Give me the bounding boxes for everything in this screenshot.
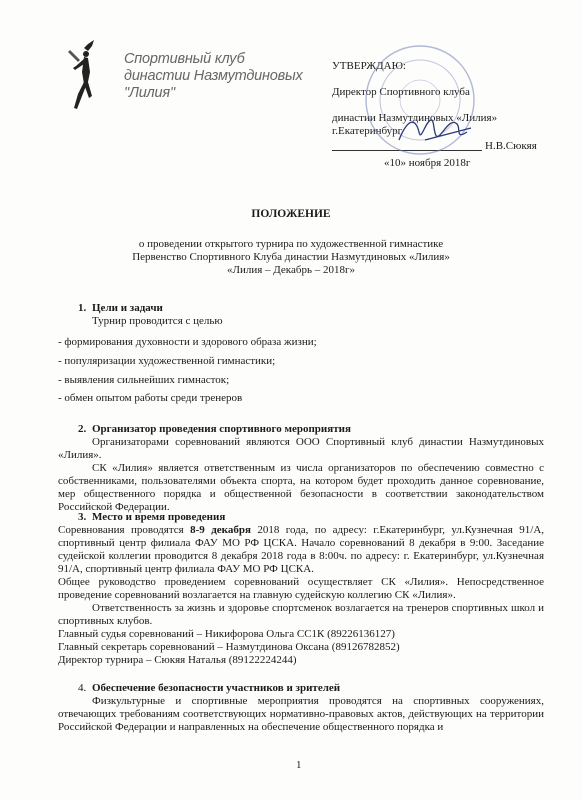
section-2-paragraph-2: СК «Лилия» является ответственным из числа организаторов по обеспечению совместно с собственниками, пользователями объекта спорта, на котором будет проходить данное соревнование, мер общественного порядка и общественной безопасности в соответствии законодательством Российской Федерации. xyxy=(58,462,544,513)
approval-signer: Н.В.Сюкяя xyxy=(485,140,537,152)
logo-line-3: "Лилия" xyxy=(124,85,175,101)
section-1-intro: Турнир проводится с целью xyxy=(92,315,223,327)
section-4-paragraph-1: Физкультурные и спортивные мероприятия проводятся на спортивных сооружениях, отвечающих требованиям соответствующих нормативно-правовых актов, действующих на территории Российской Федерации и направленных на обеспечение общественного порядка и xyxy=(58,695,544,733)
logo-line-1: Спортивный клуб xyxy=(124,51,245,67)
section-2-paragraph-1: Организаторами соревнований являются ООО Спортивный клуб династии Назмутдиновых «Лилия». xyxy=(58,436,544,461)
chief-judge: Главный судья соревнований – Никифорова Ольга СС1К (89226136127) xyxy=(58,628,395,640)
list-item: - выявления сильнейших гимнасток; xyxy=(58,374,230,386)
gymnast-logo-icon xyxy=(62,38,112,118)
section-3-paragraph-2: Общее руководство проведением соревнований осуществляет СК «Лилия». Непосредственное проведение соревнований возлагается на главную судейскую коллегию СК «Лилия». xyxy=(58,576,544,601)
doc-subtitle-2: Первенство Спортивного Клуба династии Назмутдиновых «Лилия» xyxy=(132,251,450,263)
list-item: - обмен опытом работы среди тренеров xyxy=(58,392,243,404)
section-2-heading: Организатор проведения спортивного мероприятия xyxy=(92,423,351,435)
section-3-heading: Место и время проведения xyxy=(92,511,226,523)
section-2-number: 2. xyxy=(78,423,87,435)
logo-line-2: династии Назмутдиновых xyxy=(124,68,303,84)
competition-dates: 8-9 декабря xyxy=(190,524,251,536)
page-number: 1 xyxy=(296,759,302,771)
section-4-number: 4. xyxy=(78,682,87,694)
doc-subtitle-1: о проведении открытого турнира по художественной гимнастике xyxy=(138,238,444,250)
list-item: - формирования духовности и здорового образа жизни; xyxy=(58,336,317,348)
handwritten-signature-icon xyxy=(395,110,475,150)
section-1-heading: Цели и задачи xyxy=(92,302,163,314)
section-1-number: 1. xyxy=(78,302,87,314)
section-3-number: 3. xyxy=(78,511,87,523)
section-3-paragraph-1 xyxy=(58,524,544,576)
tournament-director: Директор турнира – Сюкяя Наталья (89122224244) xyxy=(58,654,297,666)
logo xyxy=(62,38,322,118)
approval-position: Директор Спортивного клуба xyxy=(332,86,470,98)
list-item: - популяризации художественной гимнастики; xyxy=(58,355,276,367)
section-4-heading: Обеспечение безопасности участников и зрителей xyxy=(92,682,341,694)
approval-club: династии Назмутдиновых «Лилия» xyxy=(332,112,498,124)
chief-secretary: Главный секретарь соревнований – Назмутдинова Оксана (89126782852) xyxy=(58,641,400,653)
section-3-text-a: Соревнования проводятся xyxy=(58,524,184,536)
approval-date: «10» ноября 2018г xyxy=(384,157,471,169)
doc-subtitle-3: «Лилия – Декабрь – 2018г» xyxy=(227,264,355,276)
approval-city: г.Екатеринбург xyxy=(332,125,403,137)
doc-title: ПОЛОЖЕНИЕ xyxy=(251,208,331,220)
section-3-text-b: 2018 года, по адресу: г.Екатеринбург, ул.Кузнечная 91/А, спортивный центр филиала ФАУ МО РФ ЦСКА. Начало соревнований 8 декабря в 9:00. Заседание судейской коллегии проводится 8 декабря 2018 года в 8:00ч. по адресу: г. Екатеринбург, ул.Кузнечная 91/А, спортивный центр филиала ФАУ МО РФ ЦСКА. xyxy=(58,524,545,575)
approval-heading: УТВЕРЖДАЮ: xyxy=(332,60,406,72)
section-3-paragraph-3: Ответственность за жизнь и здоровье спортсменок возлагается на тренеров спортивных школ и спортивных клубов. xyxy=(58,602,544,627)
